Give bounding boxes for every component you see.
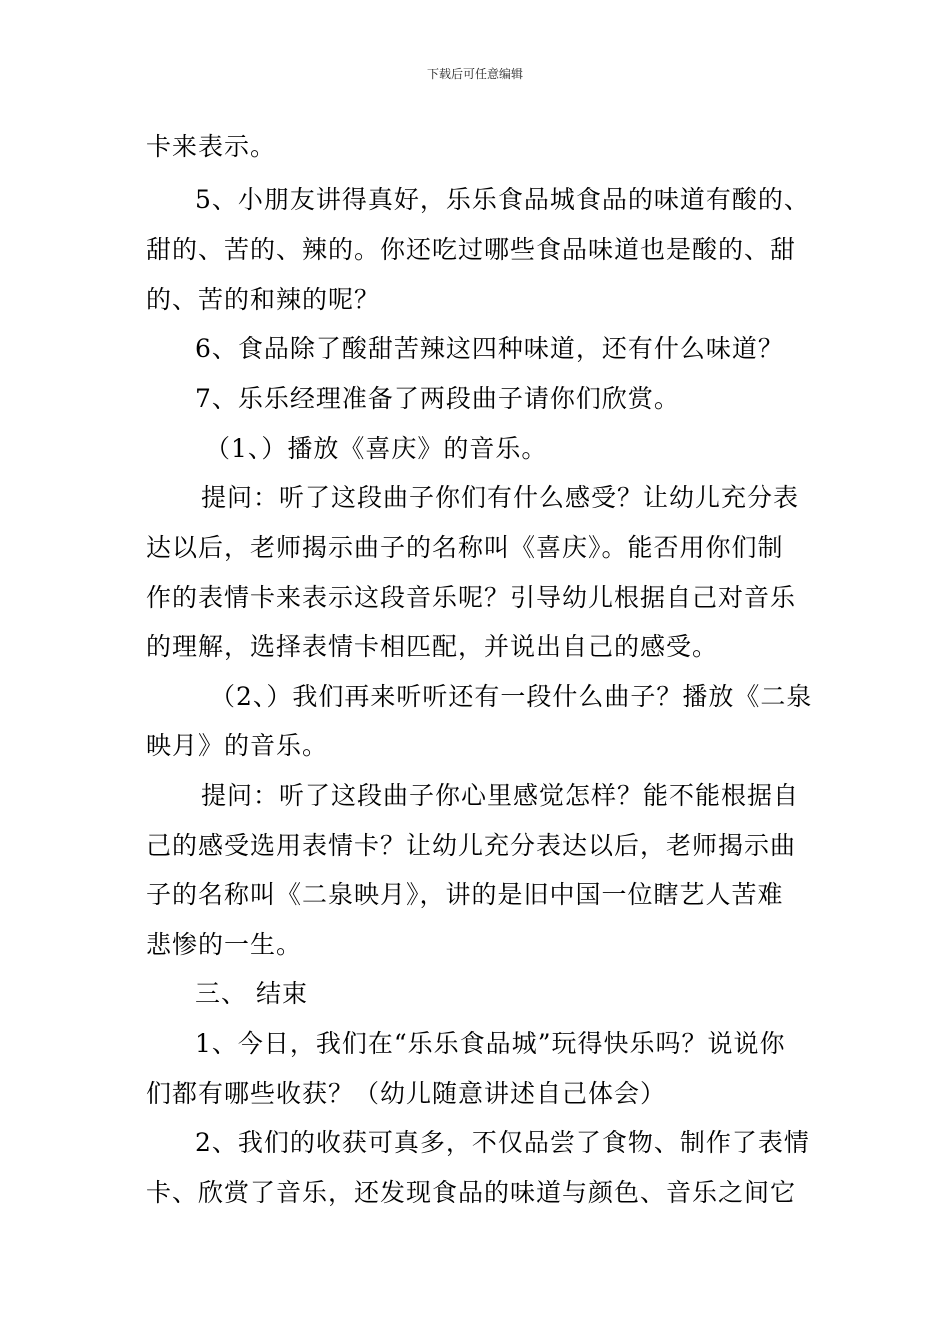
- text-line: 5、小朋友讲得真好，乐乐食品城食品的味道有酸的、: [195, 185, 810, 214]
- text-line: 们都有哪些收获？（幼儿随意讲述自己体会）: [146, 1079, 667, 1108]
- text-line: 卡、欣赏了音乐，还发现食品的味道与颜色、音乐之间它: [146, 1178, 797, 1207]
- text-line: 子的名称叫《二泉映月》，讲的是旧中国一位瞎艺人苦难: [146, 880, 784, 909]
- text-line: 的理解，选择表情卡相匹配，并说出自己的感受。: [146, 632, 719, 661]
- text-line: 1、今日，我们在“乐乐食品城”玩得快乐吗？说说你: [195, 1029, 786, 1058]
- text-line: 提问：听了这段曲子你心里感觉怎样？能不能根据自: [201, 781, 800, 810]
- text-line: 6、食品除了酸甜苦辣这四种味道，还有什么味道？: [195, 334, 784, 363]
- text-line: 甜的、苦的、辣的。你还吃过哪些食品味道也是酸的、甜: [146, 235, 797, 264]
- text-line: 卡来表示。: [146, 132, 277, 161]
- text-line: 悲惨的一生。: [146, 930, 303, 959]
- section-heading: 三、 结束: [195, 979, 308, 1008]
- text-line: 达以后，老师揭示曲子的名称叫《喜庆》。能否用你们制: [146, 533, 784, 562]
- page-header-note: 下载后可任意编辑: [426, 67, 523, 81]
- text-line: （2、）我们再来听听还有一段什么曲子？播放《二泉: [210, 682, 813, 711]
- text-line: 2、我们的收获可真多，不仅品尝了食物、制作了表情: [195, 1128, 810, 1157]
- text-line: 7、乐乐经理准备了两段曲子请你们欣赏。: [195, 384, 680, 413]
- text-line: 提问：听了这段曲子你们有什么感受？让幼儿充分表: [201, 483, 800, 512]
- text-line: 映月》的音乐。: [146, 731, 329, 760]
- text-line: （1、）播放《喜庆》的音乐。: [205, 434, 548, 463]
- text-line: 的、苦的和辣的呢？: [146, 285, 381, 314]
- text-line: 作的表情卡来表示这段音乐呢？引导幼儿根据自己对音乐: [146, 583, 797, 612]
- text-line: 己的感受选用表情卡？让幼儿充分表达以后，老师揭示曲: [146, 831, 797, 860]
